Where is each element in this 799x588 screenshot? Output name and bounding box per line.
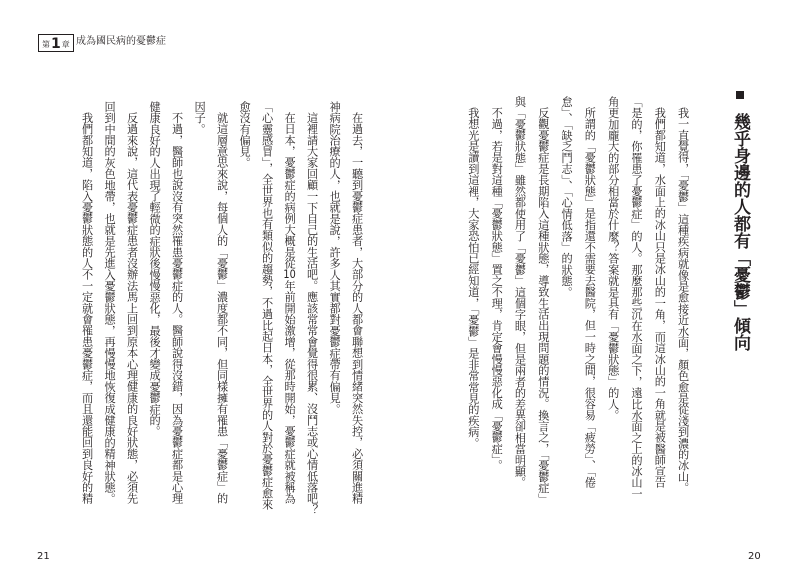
text-line: 怠」、「缺乏鬥志」、「心情低落」的狀態。: [560, 96, 574, 298]
text-line: 愈沒有偏見。: [238, 101, 252, 169]
text-line: 這裡請大家回顧一下自己的生活吧。應該常常會覺得很累、沒鬥志或心情低落吧？: [305, 112, 319, 516]
text-line: 角更加龐大的部分相當於什麼？答案就是具有「憂鬱狀態」的人。: [606, 96, 620, 421]
text-line: 反過來說，這代表憂鬱症患者沒辦法馬上回到原本心理健康的良好狀態，必須先: [125, 112, 139, 505]
text-line: 回到中間的灰色地帶，也就是先進入憂鬱狀態，再慢慢地恢復成健康的精神狀態。: [103, 101, 117, 505]
text-line: 我們都知道，陷入憂鬱狀態的人不一定就會罹患憂鬱症，而且還能回到良好的精: [80, 112, 94, 505]
square-bullet-icon: [736, 91, 744, 99]
text-line: 「是的，你罹患了憂鬱症」的人。那麼那些沉在水面之下，遠比水面之上的冰山一: [630, 96, 643, 500]
text-line: 不過，若是對這種「憂鬱狀態」置之不理，肯定會慢慢惡化成「憂鬱症」。: [490, 107, 504, 472]
chapter-suffix: 章: [61, 40, 70, 49]
text-line: 不過，醫師也說沒有突然罹患憂鬱症的人。醫師說得沒錯，因為憂鬱症都是心理: [170, 112, 184, 505]
section-heading: 幾乎身邊的人都有「憂鬱」傾向: [730, 113, 750, 351]
text-line: 「心靈感冒」，全世界也有類似的趨勢，不過比起日本，全世界的人對於憂鬱症愈來: [260, 101, 274, 510]
text-line: 反觀憂鬱症是長期陷入這種狀態，導致生活出現問題的情況。換言之，「憂鬱症」: [536, 107, 550, 505]
text-line: 所謂的「憂鬱狀態」是指還不需要去醫院，但一時之間，很容易「疲勞」、「倦: [583, 107, 597, 488]
text-line: 健康良好的人出現了輕微的症狀後慢慢惡化，最後才變成憂鬱症的。: [148, 101, 162, 437]
page-number: 21: [37, 551, 50, 562]
text-line: 我們都知道，水面上的冰山只是冰山的一角，而這冰山的一角就是被醫師宣告: [653, 107, 667, 488]
text-line: 神病院治療的人，也就是說，許多人其實都對憂鬱症帶有偏見。: [328, 101, 342, 415]
text-line: 我一直覺得，「憂鬱」這種疾病就像是愈接近水面，顏色愈是從淺到濃的冰山。: [676, 107, 690, 494]
chapter-label: [38, 34, 74, 52]
text-line: 與「憂鬱狀態」雖然都使用了「憂鬱」這個字眼，但是兩者的差異卻相當明顯。: [513, 96, 527, 488]
text-line: 我想光是讀到這裡，大家恐怕已經知道，「憂鬱」是非常常見的疾病。: [466, 107, 480, 449]
text-line: 在日本，憂鬱症的病例大概是從10年前開始激增，從那時開始，憂鬱症就被稱為: [283, 112, 297, 505]
text-line: 在過去，一聽到憂鬱症患者，大部分的人都會聯想到情緒突然失控，必須關進精: [350, 112, 364, 505]
chapter-prefix: 第: [42, 40, 50, 49]
text-line: 因子。: [193, 101, 207, 135]
page-number: 20: [748, 551, 761, 562]
right-page: [400, 0, 799, 588]
chapter-number: 1: [51, 36, 61, 52]
text-line: 就這層意思來說，每個人的「憂鬱」濃度都不同，但同樣擁有罹患「憂鬱症」的: [215, 112, 229, 505]
running-header-title: 成為國民病的憂鬱症: [76, 36, 166, 47]
